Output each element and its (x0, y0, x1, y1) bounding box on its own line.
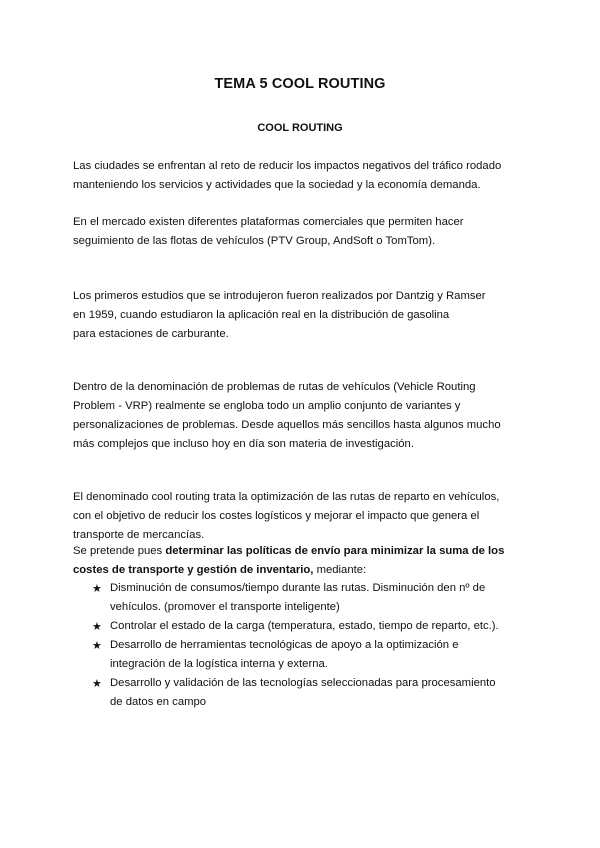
paragraph-line: manteniendo los servicios y actividades que la sociedad y la economía demanda. (73, 179, 481, 191)
paragraph-line: Los primeros estudios que se introdujeron fueron realizados por Dantzig y Ramser (73, 290, 486, 302)
star-bullet-icon: ★ (92, 677, 102, 690)
star-bullet-icon: ★ (92, 620, 102, 633)
paragraph-3 (73, 287, 543, 344)
paragraph-5 (73, 488, 543, 545)
list-item-line: integración de la logística interna y externa. (110, 658, 328, 670)
list-item-line: Disminución de consumos/tiempo durante las rutas. Disminución den nº de (110, 582, 486, 594)
paragraph-1 (73, 157, 543, 195)
paragraph-line: seguimiento de las flotas de vehículos (PTV Group, AndSoft o TomTom). (73, 235, 436, 247)
list-item (92, 579, 552, 617)
paragraph-line: En el mercado existen diferentes plataformas comerciales que permiten hacer (73, 216, 464, 228)
paragraph-line: Las ciudades se enfrentan al reto de reducir los impactos negativos del tráfico rodado (73, 160, 502, 172)
paragraph-2 (73, 213, 543, 251)
bullet-list (92, 579, 552, 712)
paragraph-line: Problem - VRP) realmente se engloba todo un amplio conjunto de variantes y (73, 400, 461, 412)
paragraph-line: El denominado cool routing trata la optimización de las rutas de reparto en vehículos, (73, 491, 500, 503)
section-subtitle: COOL ROUTING (257, 122, 343, 134)
paragraph-line: personalizaciones de problemas. Desde aquellos más sencillos hasta algunos mucho (73, 419, 501, 431)
star-bullet-icon: ★ (92, 582, 102, 595)
list-item (92, 617, 552, 636)
document-title: TEMA 5 COOL ROUTING (214, 76, 386, 92)
list-item-line: Controlar el estado de la carga (temperatura, estado, tiempo de reparto, etc.). (110, 620, 499, 632)
paragraph-line: para estaciones de carburante. (73, 328, 229, 340)
emphasis-text: costes de transporte y gestión de inventario, (73, 564, 314, 576)
paragraph-line: Dentro de la denominación de problemas de rutas de vehículos (Vehicle Routing (73, 381, 476, 393)
list-item-line: vehículos. (promover el transporte inteligente) (110, 601, 340, 613)
paragraph-line (73, 561, 543, 580)
paragraph-4 (73, 378, 543, 454)
paragraph-text: Se pretende pues (73, 545, 166, 557)
paragraph-line (73, 542, 543, 561)
list-item-line: de datos en campo (110, 696, 207, 708)
list-item-line: Desarrollo de herramientas tecnológicas de apoyo a la optimización e (110, 639, 459, 651)
paragraph-line: con el objetivo de reducir los costes logísticos y mejorar el impacto que genera el (73, 510, 480, 522)
paragraph-6 (73, 542, 543, 580)
list-item (92, 636, 552, 674)
star-bullet-icon: ★ (92, 639, 102, 652)
list-item (92, 674, 552, 712)
list-item-line: Desarrollo y validación de las tecnologías seleccionadas para procesamiento (110, 677, 496, 689)
paragraph-text: mediante: (313, 564, 367, 576)
paragraph-line: más complejos que incluso hoy en día son materia de investigación. (73, 438, 414, 450)
paragraph-line: en 1959, cuando estudiaron la aplicación real en la distribución de gasolina (73, 309, 450, 321)
emphasis-text: determinar las políticas de envío para minimizar la suma de los (165, 545, 505, 557)
paragraph-line: transporte de mercancías. (73, 529, 205, 541)
